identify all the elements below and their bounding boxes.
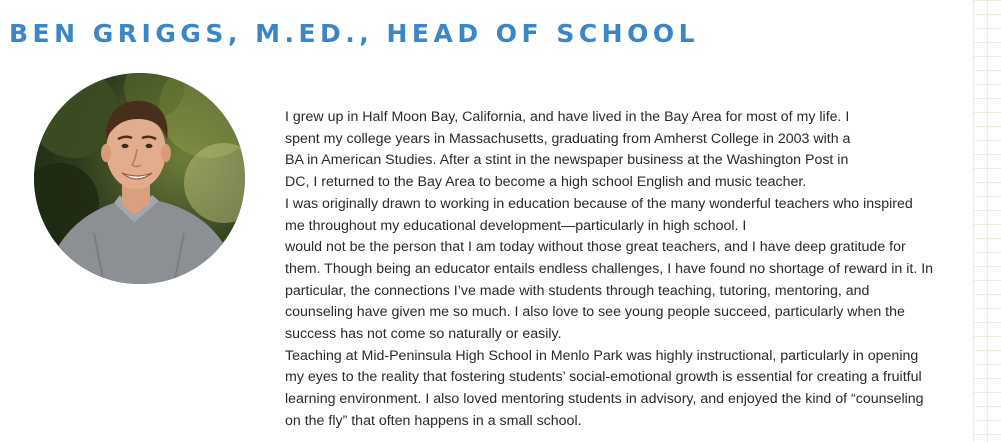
bio-line: I was originally drawn to working in education because of the many wonderful teachers who inspired (285, 195, 913, 212)
bio-line: them. Though being an educator entails endless challenges, I have found no shortage of reward in it. In (285, 260, 934, 277)
background-grid-pattern (973, 0, 1001, 442)
bio-line: on the fly” that often happens in a small school. (285, 412, 582, 429)
bio-line: particular, the connections I’ve made with students through teaching, tutoring, mentoring, and (285, 282, 870, 299)
page-title: BEN GRIGGS, M.ED., HEAD OF SCHOOL (9, 19, 700, 48)
bio-line: DC, I returned to the Bay Area to become a high school English and music teacher. (285, 174, 807, 191)
headshot-photo (34, 73, 245, 284)
bio-line: success has not come so naturally or easily. (285, 326, 562, 343)
bio-line: my eyes to the reality that fostering students’ social-emotional growth is essential for creating a fruitful (285, 369, 922, 386)
bio-line: me throughout my educational development—particularly in high school. I (285, 217, 747, 234)
bio-line: would not be the person that I am today without those great teachers, and I have deep gratitude for (285, 239, 906, 256)
bio-line: BA in American Studies. After a stint in the newspaper business at the Washington Post in (285, 152, 849, 169)
bio-line: Teaching at Mid-Peninsula High School in Menlo Park was highly instructional, particularly in opening (285, 347, 919, 364)
bio-line: spent my college years in Massachusetts, graduating from Amherst College in 2003 with a (285, 130, 851, 147)
bio-line: counseling have given me so much. I also love to see young people succeed, particularly when the (285, 304, 905, 321)
biography-text (285, 107, 975, 433)
bio-line: learning environment. I also loved mentoring students in advisory, and enjoyed the kind of “counseling (285, 391, 924, 408)
bio-line: I grew up in Half Moon Bay, California, and have lived in the Bay Area for most of my life. I (285, 109, 850, 125)
